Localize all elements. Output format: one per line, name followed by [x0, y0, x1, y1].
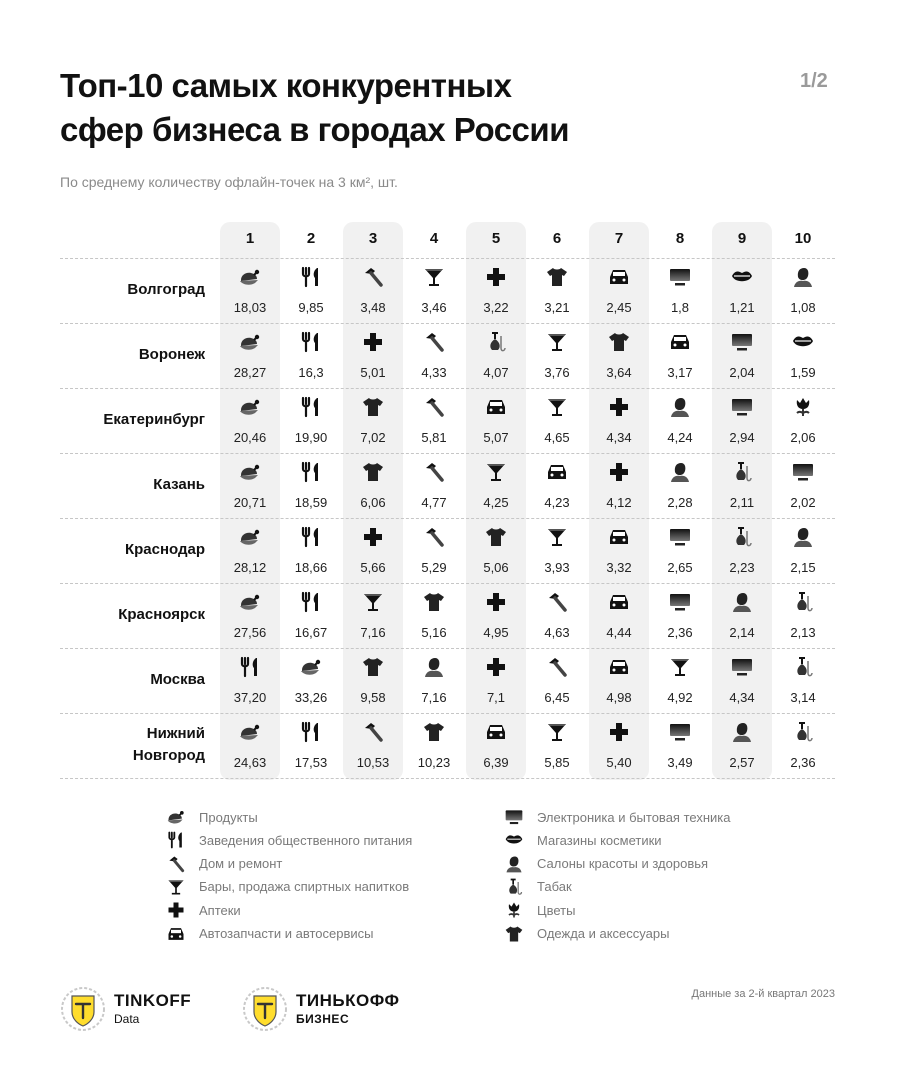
cell-value: 6,06 [360, 495, 386, 510]
cell-value: 1,59 [790, 365, 816, 380]
tinkoff-business-logo [242, 986, 400, 1032]
title-line-1: Топ-10 самых конкурентных [60, 67, 512, 104]
hammer-icon [361, 720, 385, 744]
hammer-icon [422, 330, 446, 354]
cell-value: 2,36 [790, 755, 816, 770]
cell-value: 2,36 [667, 625, 693, 640]
rank-header-10: 10 [794, 230, 812, 247]
rank-header-6: 6 [552, 230, 562, 247]
row-separator [60, 323, 835, 324]
cell-value: 4,98 [606, 690, 632, 705]
monitor-icon [791, 460, 815, 484]
cell-value: 3,48 [360, 300, 386, 315]
legend-label: Дом и ремонт [199, 856, 283, 872]
cell-value: 3,21 [544, 300, 570, 315]
hookah-icon [791, 720, 815, 744]
rank-header-4: 4 [429, 230, 439, 247]
cell-value: 2,04 [729, 365, 755, 380]
hookah-icon [484, 330, 508, 354]
logo-sub: Data [114, 1012, 140, 1026]
rank-header-3: 3 [368, 230, 378, 247]
monitor-icon [730, 655, 754, 679]
flower-icon [791, 395, 815, 419]
person-icon [668, 395, 692, 419]
tshirt-icon [484, 525, 508, 549]
cell-value: 3,93 [544, 560, 570, 575]
tinkoff-data-logo [60, 986, 191, 1032]
cocktail-glass-icon [545, 395, 569, 419]
chicken-icon [238, 590, 262, 614]
chicken-icon [238, 395, 262, 419]
city-label: Красноярск [118, 606, 205, 623]
fork-knife-icon [299, 720, 323, 744]
medical-cross-icon [607, 720, 631, 744]
cell-value: 10,23 [417, 755, 451, 770]
cocktail-glass-icon [422, 265, 446, 289]
fork-knife-icon [299, 460, 323, 484]
cell-value: 4,95 [483, 625, 509, 640]
cell-value: 24,63 [233, 755, 267, 770]
cell-value: 5,66 [360, 560, 386, 575]
cell-value: 5,40 [606, 755, 632, 770]
legend-item [504, 900, 575, 920]
cell-value: 33,26 [294, 690, 328, 705]
cell-value: 20,71 [233, 495, 267, 510]
medical-cross-icon [484, 590, 508, 614]
chicken-icon [238, 330, 262, 354]
fork-knife-icon [299, 395, 323, 419]
row-separator [60, 518, 835, 519]
hammer-icon [166, 854, 186, 874]
chicken-icon [166, 807, 186, 827]
person-icon [791, 525, 815, 549]
medical-cross-icon [361, 525, 385, 549]
fork-knife-icon [166, 830, 186, 850]
cell-value: 4,07 [483, 365, 509, 380]
city-label: Волгоград [127, 281, 205, 298]
rank-header-2: 2 [306, 230, 316, 247]
rank-header-1: 1 [245, 230, 255, 247]
title-line-2: сфер бизнеса в городах России [60, 111, 569, 148]
fork-knife-icon [299, 265, 323, 289]
legend-label: Бары, продажа спиртных напитков [199, 879, 410, 895]
monitor-icon [668, 525, 692, 549]
cell-value: 18,03 [233, 300, 267, 315]
cell-value: 7,1 [486, 690, 506, 705]
city-label: Воронеж [138, 346, 205, 363]
legend-item [504, 830, 662, 850]
hammer-icon [422, 395, 446, 419]
row-separator [60, 258, 835, 259]
cocktail-glass-icon [361, 590, 385, 614]
row-separator [60, 453, 835, 454]
person-icon [504, 854, 524, 874]
chicken-icon [299, 655, 323, 679]
cell-value: 3,22 [483, 300, 509, 315]
legend-item [166, 924, 373, 944]
cell-value: 3,64 [606, 365, 632, 380]
hammer-icon [545, 655, 569, 679]
row-separator [60, 583, 835, 584]
cell-value: 3,17 [667, 365, 693, 380]
legend-label: Табак [537, 879, 572, 895]
cell-value: 4,34 [606, 430, 632, 445]
cell-value: 7,16 [421, 690, 447, 705]
cell-value: 7,02 [360, 430, 386, 445]
row-separator [60, 713, 835, 714]
hammer-icon [422, 460, 446, 484]
cell-value: 2,65 [667, 560, 693, 575]
cell-value: 4,25 [483, 495, 509, 510]
cell-value: 2,23 [729, 560, 755, 575]
cell-value: 37,20 [233, 690, 267, 705]
legend-label: Автозапчасти и автосервисы [199, 926, 374, 941]
cocktail-glass-icon [668, 655, 692, 679]
page-title [60, 64, 740, 152]
page-indicator: 1/2 [800, 70, 828, 92]
cell-value: 28,12 [233, 560, 267, 575]
cell-value: 5,16 [421, 625, 447, 640]
logo-sub: БИЗНЕС [296, 1012, 350, 1026]
cell-value: 9,85 [298, 300, 324, 315]
car-icon [607, 525, 631, 549]
city-label: Москва [150, 671, 205, 688]
cell-value: 2,15 [790, 560, 816, 575]
medical-cross-icon [166, 900, 186, 920]
tshirt-icon [545, 265, 569, 289]
fork-knife-icon [299, 330, 323, 354]
cell-value: 2,11 [729, 495, 755, 510]
row-separator [60, 388, 835, 389]
cell-value: 17,53 [294, 755, 328, 770]
cell-value: 3,14 [790, 690, 816, 705]
cell-value: 4,65 [544, 430, 570, 445]
medical-cross-icon [361, 330, 385, 354]
legend-item [166, 830, 412, 850]
tshirt-icon [422, 720, 446, 744]
legend-item [504, 807, 730, 827]
city-label: Краснодар [124, 541, 205, 558]
cell-value: 2,02 [790, 495, 816, 510]
car-icon [607, 590, 631, 614]
cell-value: 16,67 [294, 625, 328, 640]
fork-knife-icon [299, 525, 323, 549]
chicken-icon [238, 720, 262, 744]
rank-header-5: 5 [491, 230, 501, 247]
legend-label: Продукты [199, 809, 258, 825]
tshirt-icon [361, 460, 385, 484]
car-icon [484, 720, 508, 744]
row-separator [60, 778, 835, 779]
cell-value: 9,58 [360, 690, 386, 705]
cocktail-glass-icon [545, 330, 569, 354]
tshirt-icon [504, 924, 524, 944]
chicken-icon [238, 525, 262, 549]
cell-value: 18,59 [294, 495, 328, 510]
tinkoff-emblem-icon [60, 986, 106, 1032]
cell-value: 3,46 [421, 300, 447, 315]
monitor-icon [668, 590, 692, 614]
tinkoff-emblem-icon [242, 986, 288, 1032]
cell-value: 1,8 [670, 300, 690, 315]
person-icon [791, 265, 815, 289]
city-label: Екатеринбург [103, 411, 205, 428]
cell-value: 5,01 [360, 365, 386, 380]
cell-value: 2,57 [729, 755, 755, 770]
cell-value: 2,06 [790, 430, 816, 445]
cell-value: 1,08 [790, 300, 816, 315]
cell-value: 7,16 [360, 625, 386, 640]
car-icon [166, 924, 186, 944]
car-icon [607, 265, 631, 289]
cell-value: 5,29 [421, 560, 447, 575]
legend-item [166, 807, 258, 827]
cell-value: 2,13 [790, 625, 816, 640]
fork-knife-icon [299, 590, 323, 614]
cell-value: 4,34 [729, 690, 755, 705]
cocktail-glass-icon [484, 460, 508, 484]
tshirt-icon [361, 655, 385, 679]
cell-value: 4,77 [421, 495, 447, 510]
cell-value: 3,76 [544, 365, 570, 380]
monitor-icon [504, 807, 524, 827]
car-icon [545, 460, 569, 484]
cell-value: 28,27 [233, 365, 267, 380]
cell-value: 2,28 [667, 495, 693, 510]
legend-item [504, 854, 708, 874]
rank-header-7: 7 [614, 230, 624, 247]
lips-icon [730, 265, 754, 289]
person-icon [730, 720, 754, 744]
hammer-icon [422, 525, 446, 549]
cell-value: 4,12 [606, 495, 632, 510]
car-icon [484, 395, 508, 419]
hookah-icon [730, 460, 754, 484]
cell-value: 6,39 [483, 755, 509, 770]
cell-value: 5,07 [483, 430, 509, 445]
car-icon [607, 655, 631, 679]
cell-value: 4,24 [667, 430, 693, 445]
data-period-note: Данные за 2-й квартал 2023 [691, 988, 835, 1000]
hookah-icon [791, 655, 815, 679]
monitor-icon [668, 720, 692, 744]
cocktail-glass-icon [166, 877, 186, 897]
cell-value: 4,23 [544, 495, 570, 510]
tshirt-icon [422, 590, 446, 614]
cell-value: 20,46 [233, 430, 267, 445]
fork-knife-icon [238, 655, 262, 679]
row-separator [60, 648, 835, 649]
cell-value: 18,66 [294, 560, 328, 575]
cell-value: 19,90 [294, 430, 328, 445]
cell-value: 4,92 [667, 690, 693, 705]
legend-label: Аптеки [199, 902, 241, 918]
cell-value: 5,81 [421, 430, 447, 445]
medical-cross-icon [607, 460, 631, 484]
legend-label: Заведения общественного питания [199, 832, 413, 848]
cell-value: 2,14 [729, 625, 755, 640]
legend-item [504, 877, 572, 897]
city-label-line: Нижний [146, 725, 205, 742]
legend-label: Салоны красоты и здоровья [537, 856, 709, 872]
cell-value: 3,49 [667, 755, 693, 770]
cell-value: 10,53 [356, 755, 390, 770]
chart-subtitle: По среднему количеству офлайн-точек на 3 км², шт. [60, 174, 398, 190]
rank-header-9: 9 [737, 230, 747, 247]
logo-word: ТИНЬКОФФ [296, 991, 400, 1010]
chicken-icon [238, 460, 262, 484]
cell-value: 4,44 [606, 625, 632, 640]
cell-value: 2,45 [606, 300, 632, 315]
person-icon [730, 590, 754, 614]
person-icon [422, 655, 446, 679]
car-icon [668, 330, 692, 354]
cell-value: 5,06 [483, 560, 509, 575]
cell-value: 4,63 [544, 625, 570, 640]
lips-icon [791, 330, 815, 354]
cell-value: 6,45 [544, 690, 570, 705]
cocktail-glass-icon [545, 525, 569, 549]
city-label [60, 723, 205, 767]
chicken-icon [238, 265, 262, 289]
hammer-icon [361, 265, 385, 289]
hookah-icon [791, 590, 815, 614]
monitor-icon [730, 330, 754, 354]
cell-value: 4,33 [421, 365, 447, 380]
cell-value: 1,21 [729, 300, 755, 315]
legend-label: Магазины косметики [537, 832, 662, 848]
monitor-icon [668, 265, 692, 289]
legend-item [166, 900, 241, 920]
tshirt-icon [361, 395, 385, 419]
city-label: Казань [153, 476, 205, 493]
rank-header-8: 8 [675, 230, 685, 247]
legend-label: Электроника и бытовая техника [537, 809, 731, 825]
cell-value: 16,3 [298, 365, 324, 380]
medical-cross-icon [607, 395, 631, 419]
cocktail-glass-icon [545, 720, 569, 744]
medical-cross-icon [484, 655, 508, 679]
tshirt-icon [607, 330, 631, 354]
logo-word: TINKOFF [114, 991, 192, 1010]
city-label-line: Новгород [132, 747, 205, 764]
hookah-icon [730, 525, 754, 549]
cell-value: 2,94 [729, 430, 755, 445]
lips-icon [504, 830, 524, 850]
cell-value: 27,56 [233, 625, 267, 640]
person-icon [668, 460, 692, 484]
legend-item [166, 877, 409, 897]
cell-value: 5,85 [544, 755, 570, 770]
legend-item [166, 854, 282, 874]
cell-value: 3,32 [606, 560, 632, 575]
legend-item [504, 924, 669, 944]
hookah-icon [504, 877, 524, 897]
medical-cross-icon [484, 265, 508, 289]
legend-label: Одежда и аксессуары [537, 926, 670, 941]
hammer-icon [545, 590, 569, 614]
flower-icon [504, 900, 524, 920]
monitor-icon [730, 395, 754, 419]
legend-label: Цветы [537, 902, 576, 918]
